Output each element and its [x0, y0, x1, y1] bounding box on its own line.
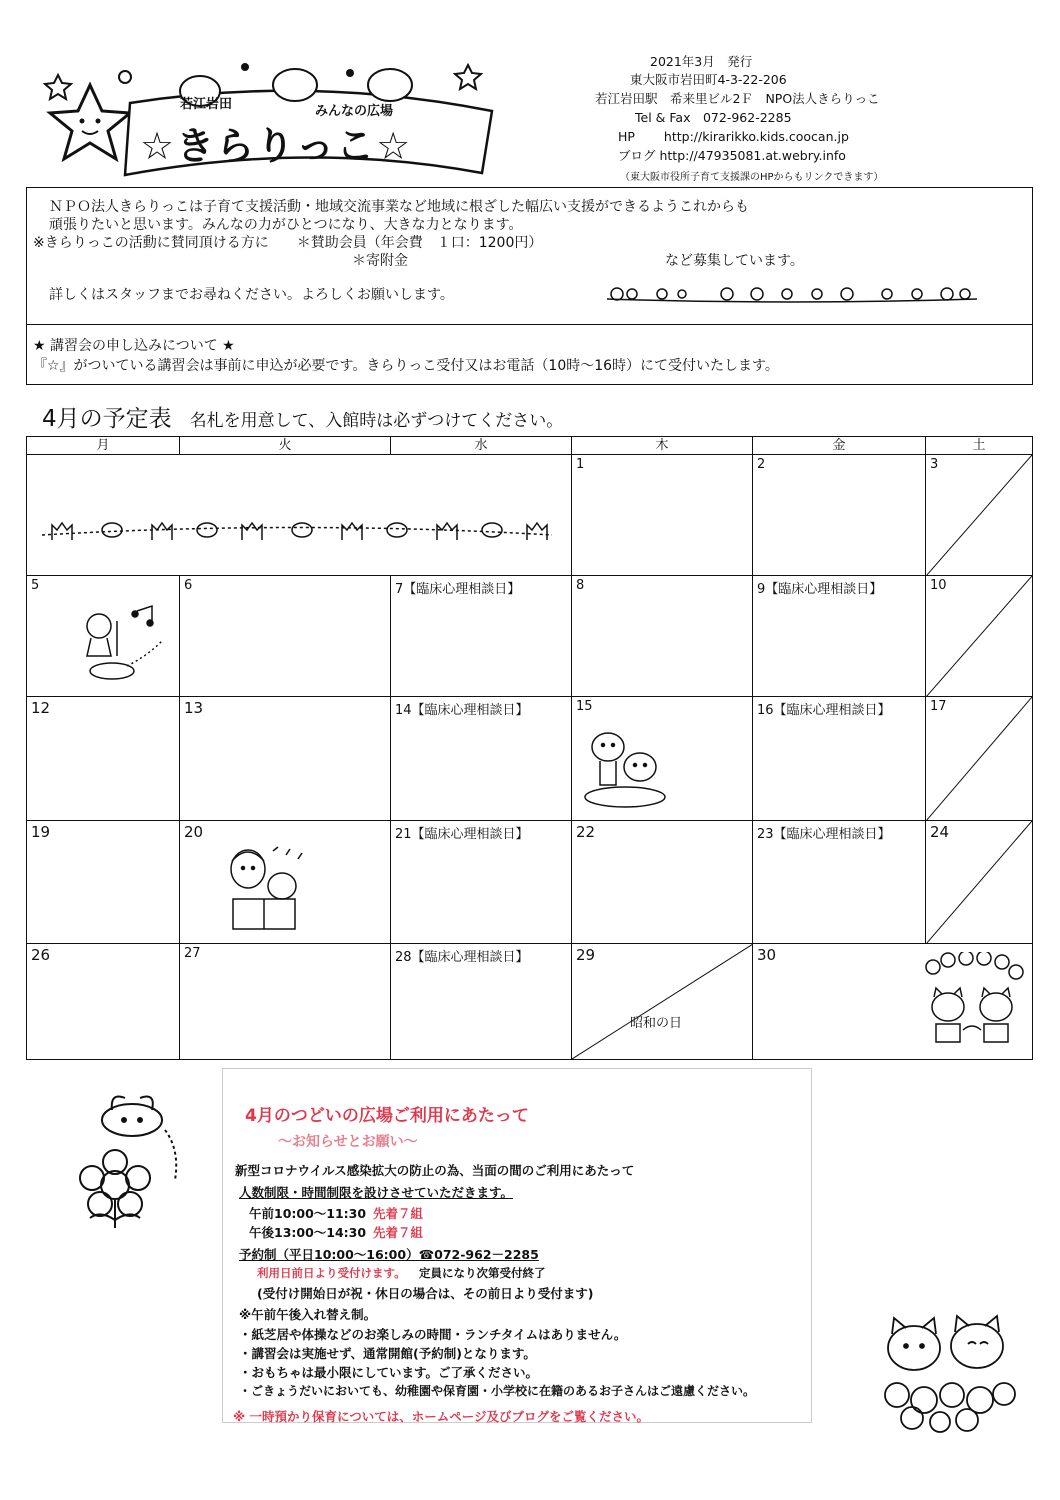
intro-line: 頑張りたいと思います。みんなの力がひとつになり、大きな力となります。	[49, 217, 523, 233]
tiger-music-icon	[77, 596, 167, 686]
calendar-day-9	[753, 576, 926, 697]
day-number: 7【臨床心理相談日】	[395, 582, 521, 597]
logo-subtitle: みんなの広場	[315, 104, 394, 119]
holiday-label: 昭和の日	[630, 1016, 683, 1031]
day-number: 23【臨床心理相談日】	[757, 827, 891, 842]
calendar-day-13	[180, 697, 391, 821]
calendar-day-29-holiday	[572, 944, 753, 1059]
bee-flower-icon	[70, 1090, 200, 1230]
logo-name: ☆きらりっこ☆	[140, 124, 413, 168]
calendar-day-7	[391, 576, 572, 697]
info-time-am: 午前10:00～11:30	[249, 1206, 367, 1221]
calendar-day-12	[27, 697, 180, 821]
calendar-day-20	[180, 821, 391, 944]
calendar-subtitle: 名札を用意して、入館時は必ずつけてください。	[189, 411, 564, 431]
weekday-sat: 土	[926, 437, 1032, 455]
calendar-day-6	[180, 576, 391, 697]
calendar-title	[42, 400, 563, 433]
weekday-thu: 木	[572, 437, 753, 455]
weekday-tue: 火	[180, 437, 391, 455]
intro-line: ＮＰＯ法人きらりっこは子育て支援活動・地域交流事業など地域に根ざした幅広い支援ができるようこれからも	[49, 199, 749, 215]
day-number: 17	[930, 699, 947, 714]
star-icon	[455, 65, 481, 89]
info-reserve-note: (受付け開始日が祝・休日の場合は、その前日より受付ます)	[257, 1286, 594, 1301]
calendar-day-3-closed	[926, 455, 1032, 576]
calendar-day-10-closed	[926, 576, 1032, 697]
cats-bouquet-icon	[872, 1310, 1022, 1440]
day-number: 10	[930, 578, 947, 593]
address: 東大阪市岩田町4-3-22-206	[630, 72, 787, 87]
day-number: 9【臨床心理相談日】	[757, 582, 883, 597]
day-number: 1	[576, 457, 585, 472]
lecture-notice-box	[26, 325, 1033, 385]
info-bullet: ・紙芝居や体操などのお楽しみの時間・ランチタイムはありません。	[239, 1327, 627, 1342]
logo-area-label: 若江岩田	[180, 97, 233, 112]
calendar-day-14	[391, 697, 572, 821]
day-number: 22	[576, 823, 596, 841]
intro-line: 詳しくはスタッフまでお尋ねください。よろしくお願いします。	[49, 287, 454, 303]
calendar-day-17-closed	[926, 697, 1032, 821]
calendar-day-22	[572, 821, 753, 944]
intro-line: ※きらりっこの活動に賛同頂ける方に ＊賛助会員（年会費 １口：1200円）	[33, 235, 543, 251]
info-reserve-end: 定員になり次第受付終了	[419, 1266, 546, 1280]
info-bullet: ・おもちゃは最小限にしています。ご了承ください。	[239, 1365, 539, 1380]
link-note: （東大阪市役所子育て支援課のHPからもリンクできます）	[620, 172, 884, 183]
day-number: 28【臨床心理相談日】	[395, 950, 529, 965]
day-number: 14【臨床心理相談日】	[395, 703, 529, 718]
calendar-day-23	[753, 821, 926, 944]
day-number: 5	[31, 578, 40, 593]
info-box	[222, 1068, 812, 1423]
info-bullet: ・ごきょうだいにおいても、幼稚園や保育園・小学校に在籍のあるお子さんはご遠慮ください。	[239, 1384, 756, 1398]
intro-box	[26, 187, 1033, 325]
weekday-wed: 水	[391, 437, 572, 455]
weekday-fri: 金	[753, 437, 926, 455]
info-bullet: ・講習会は実施せず、通常開館(予約制)となります。	[239, 1346, 536, 1361]
bee-tulip-border	[42, 515, 552, 545]
calendar-day-8	[572, 576, 753, 697]
calendar-day-15	[572, 697, 753, 821]
issue-date: 2021年3月 発行	[650, 54, 753, 69]
header-info	[590, 52, 1030, 187]
blog-link[interactable]: ブログ http://47935081.at.webry.info	[618, 148, 846, 163]
info-reserve-start: 利用日前日より受付けます。	[257, 1266, 406, 1280]
calendar-day-1	[572, 455, 753, 576]
calendar-day-28	[391, 944, 572, 1059]
location: 若江岩田駅 希来里ビル2Ｆ NPO法人きらりっこ	[595, 91, 880, 106]
closed-diagonal	[926, 576, 1032, 697]
info-line: 人数制限・時間制限を設けさせていただきます。	[239, 1185, 514, 1200]
closed-diagonal	[572, 944, 753, 1059]
tel-fax: Tel & Fax 072-962-2285	[635, 110, 792, 125]
closed-diagonal	[926, 455, 1032, 576]
info-line: ※午前午後入れ替え制。	[239, 1307, 377, 1322]
calendar-day-21	[391, 821, 572, 944]
day-number: 13	[184, 699, 204, 717]
calendar-day-5	[27, 576, 180, 697]
info-title: 4月のつどいの広場ご利用にあたって	[245, 1106, 529, 1126]
info-reserve: 予約制（平日10:00～16:00）☎072-962－2285	[239, 1247, 539, 1262]
day-number: 16【臨床心理相談日】	[757, 703, 891, 718]
intro-line: ＊寄附金	[352, 253, 408, 269]
intro-line: など募集しています。	[665, 253, 804, 269]
lecture-notice-body: 『☆』がついている講習会は事前に申込が必要です。きらりっこ受付又はお電話（10時～16時）にて受付いたします。	[33, 358, 779, 374]
day-number: 29	[576, 946, 596, 964]
calendar-day-19	[27, 821, 180, 944]
day-number: 27	[184, 946, 201, 961]
day-number: 6	[184, 578, 193, 593]
weekday-mon: 月	[27, 437, 180, 455]
info-pm-limit: 先着７組	[373, 1225, 424, 1240]
parent-child-reading-icon	[218, 841, 318, 936]
day-number: 2	[757, 457, 766, 472]
children-characters-icon	[580, 725, 670, 810]
calendar-day-30	[753, 944, 1032, 1059]
bear-icon	[368, 69, 412, 101]
info-line: 新型コロナウイルス感染拡大の防止の為、当面の間のご利用にあたって	[235, 1163, 635, 1178]
day-number: 19	[31, 823, 51, 841]
lecture-notice-heading: ★ 講習会の申し込みについて ★	[33, 338, 235, 354]
calendar-day-24-closed	[926, 821, 1032, 944]
closed-diagonal	[926, 697, 1032, 821]
star-icon	[45, 75, 71, 99]
calendar-title-text: 4月の予定表	[42, 406, 172, 432]
day-number: 15	[576, 699, 593, 714]
calendar-day-27	[180, 944, 391, 1059]
day-number: 3	[930, 457, 939, 472]
homepage-link[interactable]: HP http://kirarikko.kids.coocan.jp	[618, 129, 849, 144]
rabbit-icon	[273, 69, 317, 101]
calendar-day-16	[753, 697, 926, 821]
day-number: 21【臨床心理相談日】	[395, 827, 529, 842]
calendar-cell-empty	[27, 455, 572, 576]
day-number: 24	[930, 823, 950, 841]
info-am-limit: 先着７組	[373, 1206, 424, 1221]
info-footer: ※ 一時預かり保育については、ホームページ及びブログをご覧ください。	[233, 1409, 650, 1424]
info-subtitle: ～お知らせとお願い～	[278, 1134, 418, 1150]
day-number: 12	[31, 699, 51, 717]
day-number: 8	[576, 578, 585, 593]
calendar-day-26	[27, 944, 180, 1059]
logo	[30, 55, 510, 185]
decorative-flower-border	[607, 283, 977, 305]
day-number: 26	[31, 946, 51, 964]
info-time-pm: 午後13:00～14:30	[249, 1225, 367, 1240]
cats-flowers-icon	[918, 952, 1028, 1052]
calendar-day-2	[753, 455, 926, 576]
day-number: 30	[757, 946, 777, 964]
calendar-grid	[26, 436, 1033, 1060]
day-number: 20	[184, 823, 204, 841]
